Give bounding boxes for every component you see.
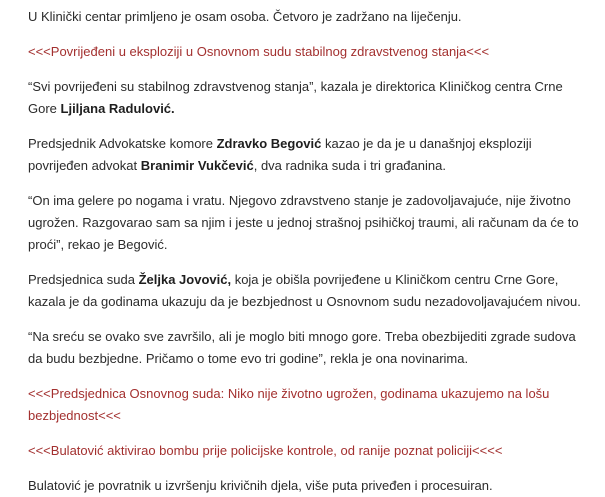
related-article-link-bulatovic-bomb[interactable]: <<<Bulatović aktivirao bombu prije policijske kontrole, od ranije poznat policiji<<<< bbox=[28, 443, 503, 458]
related-article-link-injured-stable[interactable]: <<<Povrijeđeni u eksploziji u Osnovnom sudu stabilnog zdravstvenog stanja<<< bbox=[28, 44, 490, 59]
paragraph-court-president bbox=[28, 269, 587, 313]
related-link-paragraph-3 bbox=[28, 440, 587, 462]
paragraph-court-president-quote: “Na sreću se ovako sve završilo, ali je moglo biti mnogo gore. Treba obezbijediti zgrade sudova da budu bezbjedne. Pričamo o tome evo tri godine”, rekla je ona novinarima. bbox=[28, 329, 576, 366]
paragraph-director-quote bbox=[28, 76, 587, 120]
person-name-zdravko-begovic: Zdravko Begović bbox=[216, 136, 322, 151]
related-article-link-court-president[interactable]: <<<Predsjednica Osnovnog suda: Niko nije životno ugrožen, godinama ukazujemo na lošu bezbjednost<<< bbox=[28, 386, 550, 423]
paragraph-hospital-admissions: U Klinički centar primljeno je osam osoba. Četvoro je zadržano na liječenju. bbox=[28, 9, 462, 24]
related-link-paragraph-2 bbox=[28, 383, 587, 427]
person-name-branimir-vukcevic: Branimir Vukčević bbox=[140, 158, 254, 173]
paragraph-begovic-quote: “On ima gelere po nogama i vratu. Njegovo zdravstveno stanje je zadovoljavajuće, nije životno ugrožen. Razgovarao sam sa njim i jeste u jednoj strašnoj psihičkoj traumi, ali računam da će to proći”, rekao je Begović. bbox=[28, 193, 579, 252]
person-name-zeljka-jovovic: Željka Jovović, bbox=[138, 272, 232, 287]
court-president-text-b: koja je obišla povrijeđene u Kliničkom centru Crne Gore, kazala je da godinama ukazuju da je bezbjednost u Osnovnom sudu nezadovoljavajućem nivou. bbox=[28, 272, 581, 309]
court-president-text-a: Predsjednica suda bbox=[28, 272, 139, 287]
bar-president-text-b: kazao je da je u današnjoj eksploziji povrijeđen advokat bbox=[28, 136, 532, 173]
related-link-paragraph-1 bbox=[28, 41, 587, 63]
paragraph-bar-president bbox=[28, 133, 587, 177]
bar-president-text-c: , dva radnika suda i tri građanina. bbox=[253, 158, 446, 173]
bar-president-text-a: Predsjednik Advokatske komore bbox=[28, 136, 217, 151]
paragraph-bulatovic-record: Bulatović je povratnik u izvršenju krivičnih djela, više puta priveđen i procesuiran. bbox=[28, 478, 493, 493]
person-name-ljiljana-radulovic: Ljiljana Radulović. bbox=[60, 101, 175, 116]
director-quote-text: “Svi povrijeđeni su stabilnog zdravstvenog stanja”, kazala je direktorica Kliničkog centra Crne Gore bbox=[28, 79, 563, 116]
